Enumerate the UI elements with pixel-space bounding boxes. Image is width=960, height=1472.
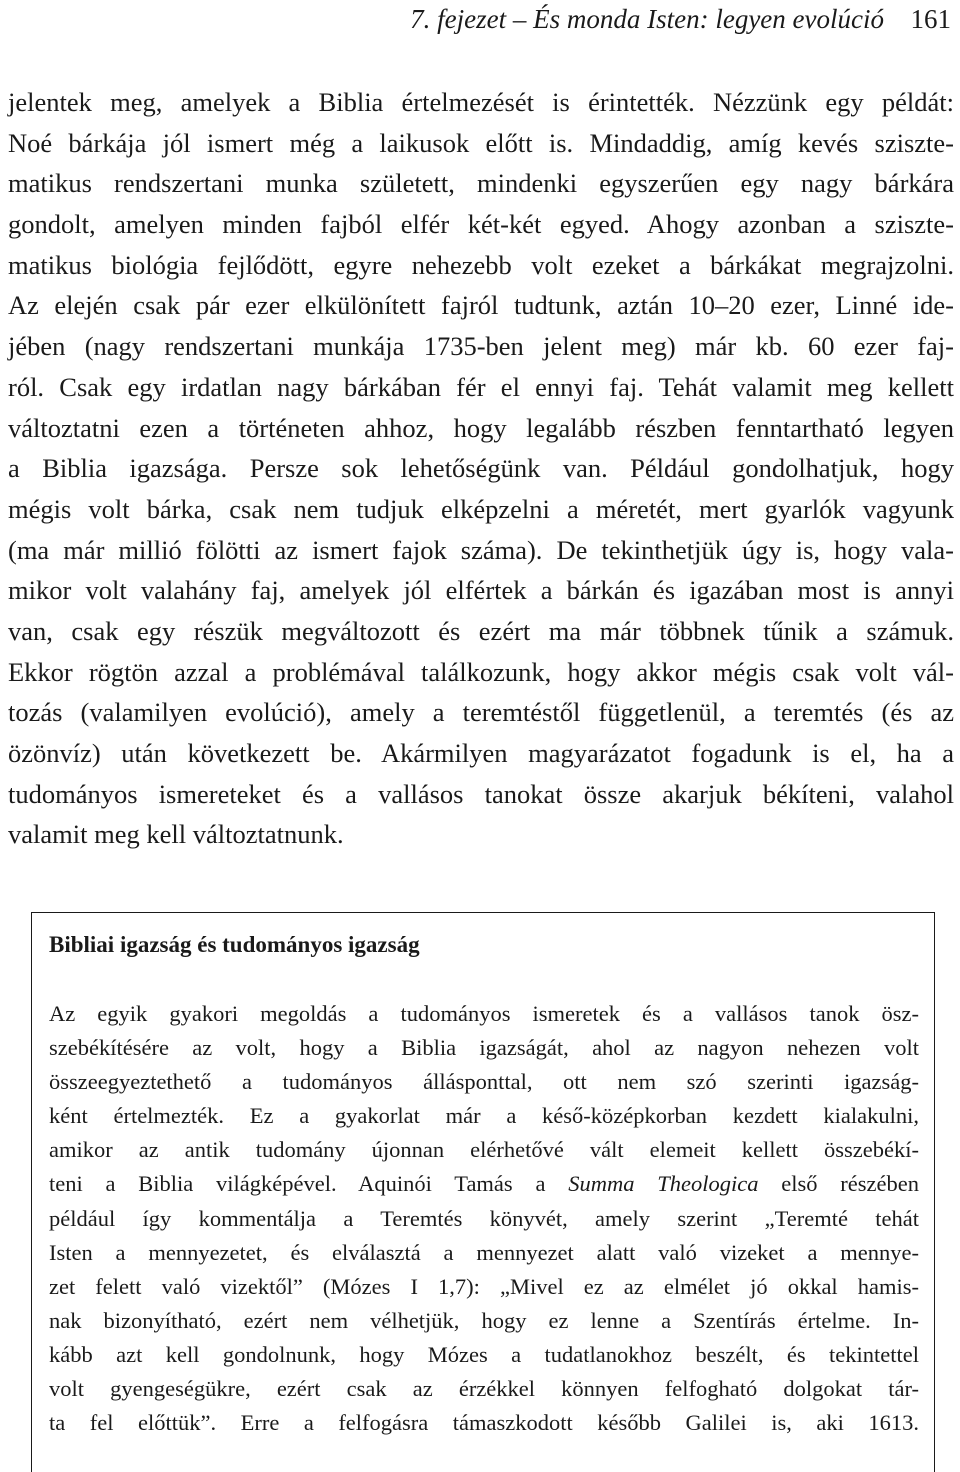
text-line: matikus biológia fejlődött, egyre nehezebb volt ezeket a bárkákat megrajzolni. [8, 249, 954, 280]
text-line: van, csak egy részük megváltozott és ezért ma már többnek tűnik a számuk. [8, 615, 954, 646]
box-line: volt gyengeségükre, ezért csak az érzékkel könnyen felfogható dolgokat tár- [49, 1376, 919, 1402]
text-line: tudományos ismereteket és a vallásos tanokat össze akarjuk békíteni, valahol [8, 778, 954, 809]
box-line: Isten a mennyezetet, és elválasztá a mennyezet alatt való vizeket a mennye- [49, 1239, 919, 1265]
text-line: matikus rendszertani munka született, mindenki egyszerűen egy nagy bárkára [8, 168, 954, 199]
box-body [49, 997, 919, 1440]
text-line: Ekkor rögtön azzal a problémával találkozunk, hogy akkor mégis csak volt vál- [8, 656, 954, 687]
box-line [49, 1167, 919, 1201]
box-line: nak bizonyítható, ezért nem vélhetjük, hogy ez lenne a Szentírás értelme. In- [49, 1307, 919, 1333]
box-line: amikor az antik tudomány újonnan elérhetővé vált elemeit kellett összebékí- [49, 1137, 919, 1163]
box-line-head: teni a Biblia világképével. Aquinói Tamás a [49, 1171, 569, 1197]
text-line: mégis volt bárka, csak nem tudjuk elképzelni a méretét, mert gyarlók vagyunk [8, 493, 954, 524]
text-line: mikor volt valahány faj, amelyek jól elfértek a bárkán és igazában most is annyi [8, 575, 954, 606]
box-line: kább azt kell gondolnunk, hogy Mózes a tudatlanokhoz beszélt, és tekintettel [49, 1341, 919, 1367]
text-line: (ma már millió fölötti az ismert fajok száma). De tekinthetjük úgy is, hogy vala- [8, 534, 954, 565]
text-line: valamit meg kell változtatnunk. [8, 819, 344, 850]
running-header [0, 4, 960, 44]
main-paragraph [8, 82, 954, 855]
box-line-tail: első részében [758, 1171, 919, 1197]
text-line: jében (nagy rendszertani munkája 1735-ben jelent meg) már kb. 60 ezer faj- [8, 331, 954, 362]
text-line: tozás (valamilyen evolúció), amely a teremtéstől függetlenül, a teremtés (és az [8, 697, 954, 728]
summa-title: Summa Theologica [568, 1171, 759, 1197]
page-number: 161 [910, 4, 951, 34]
sidebar-box [31, 912, 935, 1472]
text-line: ról. Csak egy irdatlan nagy bárkában fér el ennyi faj. Tehát valamit meg kellett [8, 371, 954, 402]
chapter-title: 7. fejezet – És monda Isten: legyen evolúció [410, 4, 884, 34]
box-line: zet felett való vizektől” (Mózes I 1,7): „Mivel ez az elmélet jó okkal hamis- [49, 1273, 919, 1299]
box-line: összeegyeztethető a tudományos állásponttal, ott nem szó szerinti igazság- [49, 1069, 919, 1095]
box-line: ként értelmezték. Ez a gyakorlat már a késő-középkorban kezdett kialakulni, [49, 1103, 919, 1129]
text-line: Noé bárkája jól ismert még a laikusok előtt is. Mindaddig, amíg kevés sziszte- [8, 127, 954, 158]
text-line: jelentek meg, amelyek a Biblia értelmezését is érintették. Nézzünk egy példát: [8, 87, 954, 117]
text-line: a Biblia igazsága. Persze sok lehetőségünk van. Például gondolhatjuk, hogy [8, 453, 954, 484]
box-line: például így kommentálja a Teremtés könyvét, amely szerint „Teremté tehát [49, 1205, 919, 1231]
box-line: ta fel előttük”. Erre a felfogásra támaszkodott később Galilei is, aki 1613. [49, 1410, 919, 1436]
box-line: Az egyik gyakori megoldás a tudományos ismeretek és a vallásos tanok ösz- [49, 1001, 919, 1026]
text-line: gondolt, amelyen minden fajból elfér két-két egyed. Ahogy azonban a szisztе- [8, 209, 954, 240]
box-title: Bibliai igazság és tudományos igazság [49, 932, 420, 957]
text-line: Az elején csak pár ezer elkülönített fajról tudtunk, aztán 10–20 ezer, Linné ide- [8, 290, 954, 321]
text-line: változtatni ezen a történeten ahhoz, hogy legalább részben fenntartható legyen [8, 412, 954, 443]
text-line: özönvíz) után következett be. Akármilyen magyarázatot fogadunk is el, ha a [8, 738, 954, 768]
box-line: szebékítésére az volt, hogy a Biblia igazságát, ahol az nagyon nehezen volt [49, 1035, 919, 1061]
